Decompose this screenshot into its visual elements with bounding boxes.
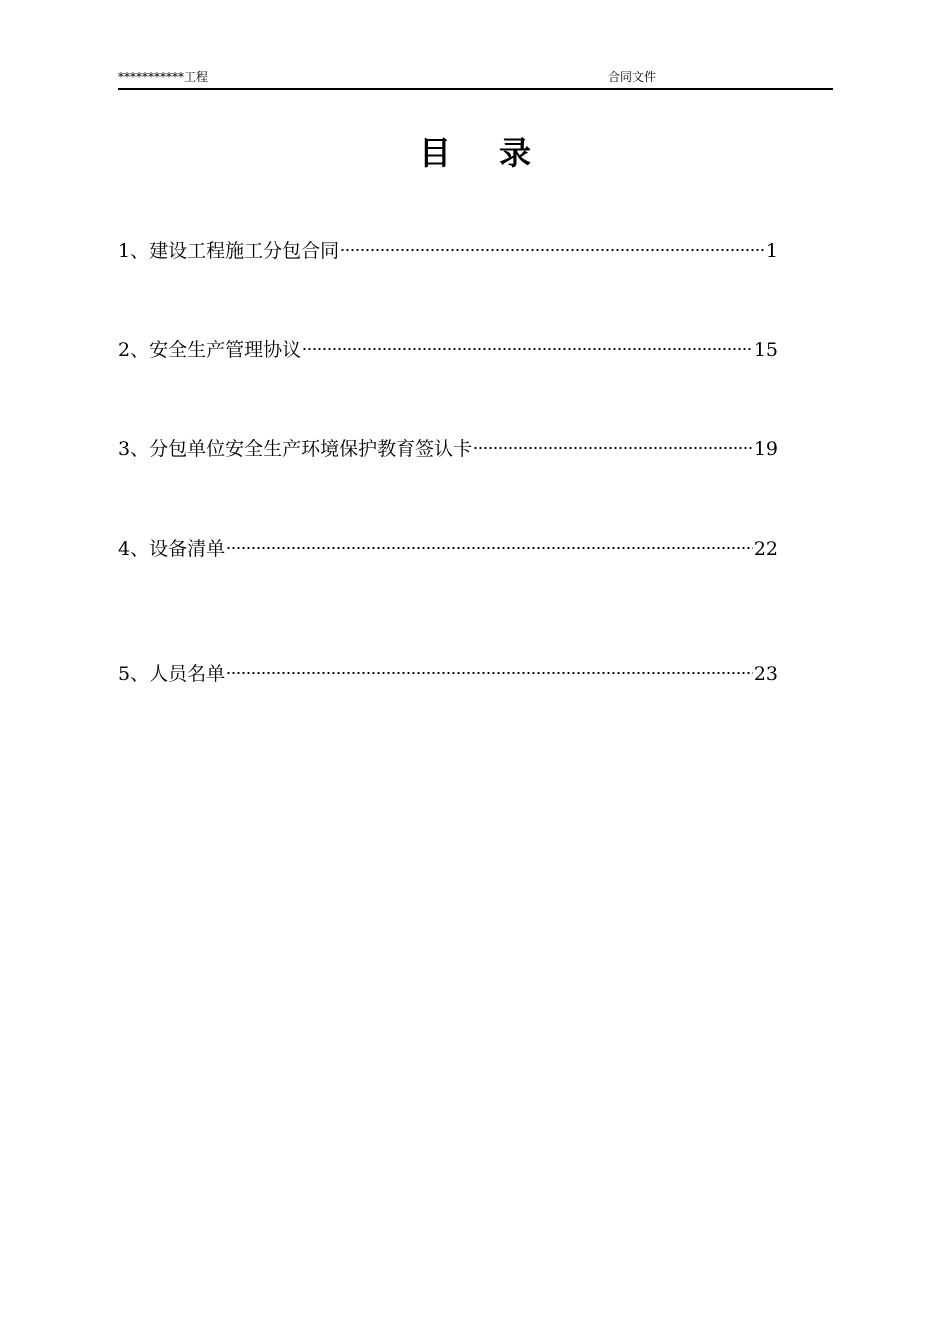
toc-entry-label: 1、建设工程施工分包合同 [118, 240, 340, 262]
toc-page-number: 15 [753, 339, 778, 361]
toc-entry-label: 2、安全生产管理协议 [118, 339, 302, 361]
toc-page-number: 19 [753, 438, 778, 460]
toc-page-number: 23 [753, 663, 778, 685]
toc-dot-leader [473, 446, 753, 450]
toc-page-number: 1 [765, 240, 778, 262]
toc-dot-leader [340, 248, 765, 252]
toc-entry[interactable] [118, 336, 778, 364]
toc-entry-label: 3、分包单位安全生产环境保护教育签认卡 [118, 438, 473, 460]
page-title: 目录 [418, 134, 579, 172]
header-document-type: 合同文件 [608, 70, 657, 84]
toc-dot-leader [226, 546, 753, 550]
toc-entry[interactable] [118, 660, 778, 688]
toc-entry-label: 5、人员名单 [118, 663, 226, 685]
toc-entry[interactable] [118, 237, 778, 265]
page-header [118, 66, 833, 90]
toc-entry[interactable] [118, 535, 778, 563]
toc-page-number: 22 [753, 538, 778, 560]
toc-dot-leader [226, 671, 753, 675]
header-project-name: ***********工程 [118, 70, 209, 84]
toc-entry-label: 4、设备清单 [118, 538, 226, 560]
toc-dot-leader [302, 347, 753, 351]
toc-entry[interactable] [118, 435, 778, 463]
